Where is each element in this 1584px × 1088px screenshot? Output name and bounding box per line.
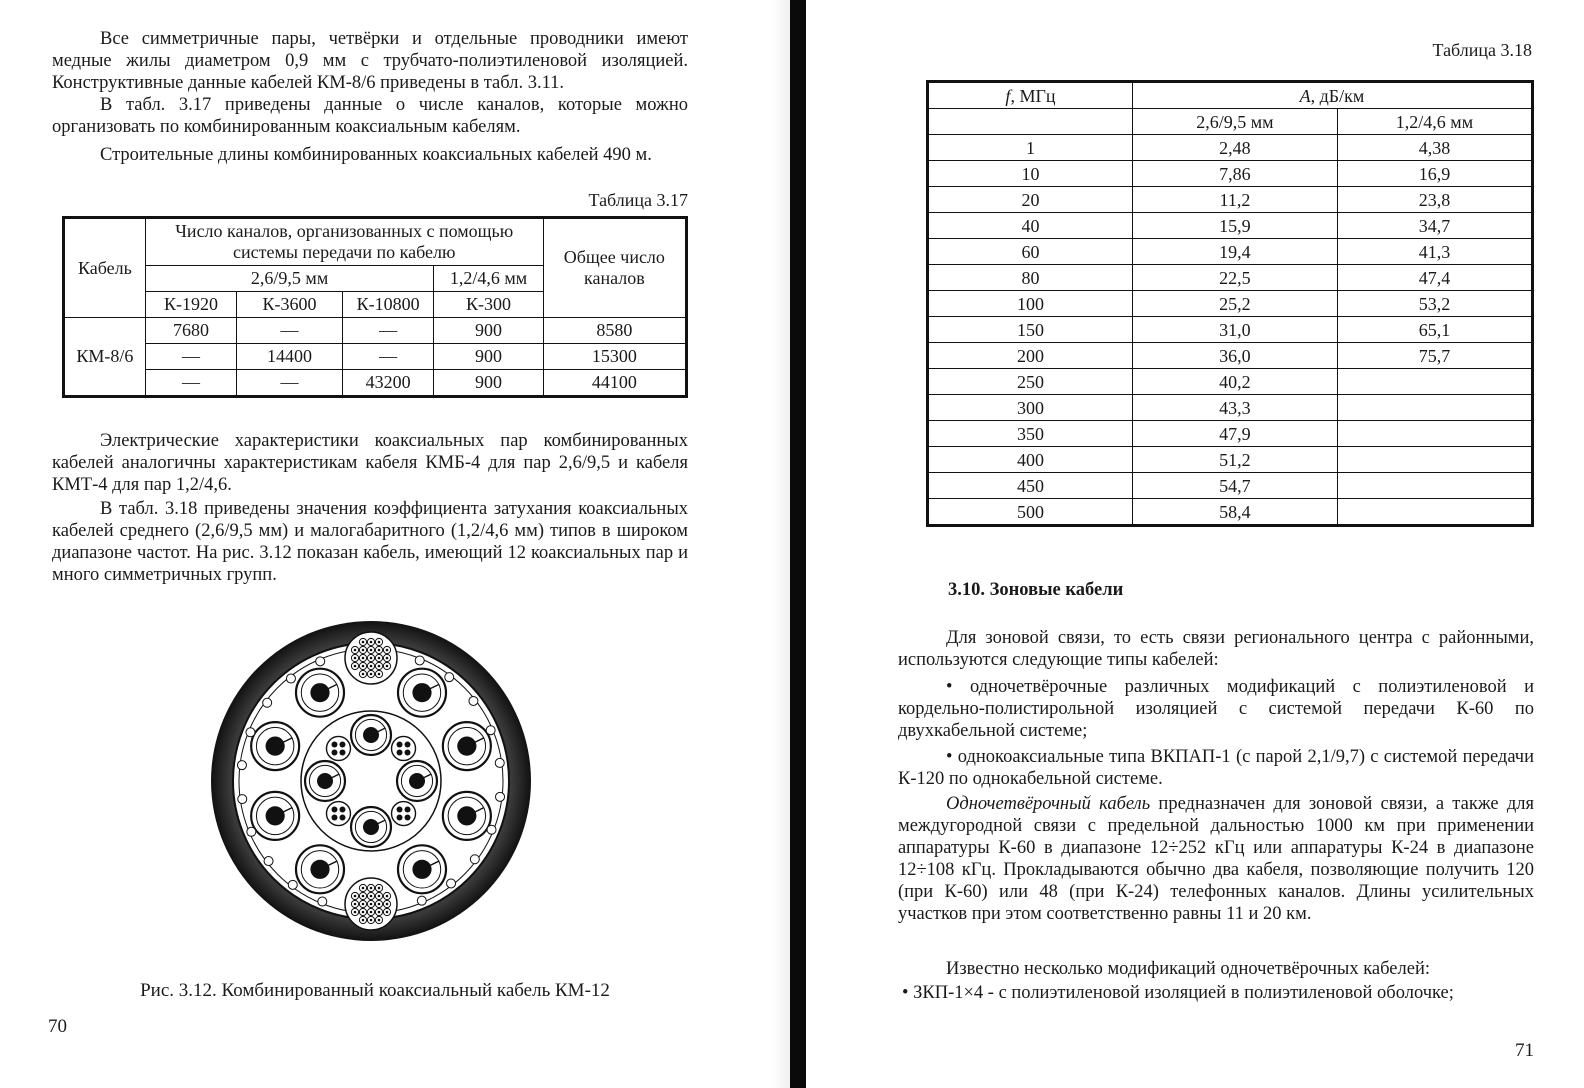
bundle-wire-core [370, 657, 373, 660]
table-cell: 44100 [543, 370, 686, 397]
table-cell: 40,2 [1132, 369, 1337, 395]
left-page [0, 0, 790, 1088]
quad-conductor [339, 749, 345, 755]
symmetric-quad [326, 736, 350, 760]
symmetric-quad [392, 736, 416, 760]
filler-conductor [263, 698, 272, 707]
table-cell: 65,1 [1337, 317, 1532, 343]
header-cable: Кабель [64, 218, 146, 318]
quad-conductor [339, 807, 345, 813]
table-cell: 900 [434, 318, 543, 344]
header-size-a: 2,6/9,5 мм [145, 266, 434, 292]
filler-conductor [445, 673, 454, 682]
right-page [808, 0, 1584, 1088]
table-317-caption: Таблица 3.17 [588, 190, 688, 210]
header-size-a: 2,6/9,5 мм [1132, 109, 1337, 135]
table-cell: 36,0 [1132, 343, 1337, 369]
coaxial-core [457, 737, 476, 756]
table-cell: 51,2 [1132, 447, 1337, 473]
table-cell: 41,3 [1337, 239, 1532, 265]
table-cell: 8580 [543, 318, 686, 344]
filler-conductor [246, 728, 255, 737]
bundle-wire-core [370, 887, 373, 890]
table-318-body [928, 135, 1533, 526]
bundle-wire-core [386, 649, 389, 652]
table-cell: 400 [928, 447, 1133, 473]
quad-conductor [397, 815, 403, 821]
header-system: К-300 [434, 292, 543, 318]
table-cell: 100 [928, 291, 1133, 317]
table-cell [1337, 447, 1532, 473]
paragraph-zonal-intro: Для зоновой связи, то есть связи регионального центра с районными, используются следующие типы кабелей: [898, 628, 1534, 670]
bundle-wire-core [378, 887, 381, 890]
bundle-wire-core [378, 641, 381, 644]
bundle-wire-core [370, 903, 373, 906]
filler-conductor [286, 674, 295, 683]
bundle-wire-core [362, 673, 365, 676]
table-cell: 60 [928, 239, 1133, 265]
table-cell: — [342, 344, 434, 370]
paragraph-table-318-intro: В табл. 3.18 приведены значения коэффициента затухания коаксиальных кабелей среднего (2,6/9,5 мм) и малогабаритного (1,2/4,6 мм) типов в широком диапазоне частот. На рис. 3.12 показан кабель, имеющий 12 коаксиальных пар и много симметричных групп. [52, 499, 688, 585]
table-cell: 40 [928, 213, 1133, 239]
quad-conductor [405, 749, 411, 755]
table-row [928, 499, 1533, 526]
bundle-wire-core [386, 895, 389, 898]
table-row [928, 447, 1533, 473]
bundle-wire-core [378, 649, 381, 652]
frequency-symbol: f [1005, 85, 1011, 106]
table-cell: 80 [928, 265, 1133, 291]
table-cell: 25,2 [1132, 291, 1337, 317]
table-row [928, 265, 1533, 291]
table-cell: 200 [928, 343, 1133, 369]
attenuation-unit: , дБ/км [1310, 85, 1365, 106]
table-cell: 15300 [543, 344, 686, 370]
quad-conductor [331, 749, 337, 755]
bundle-wire-core [354, 649, 357, 652]
header-size-b: 1,2/4,6 мм [1337, 109, 1532, 135]
table-row [64, 370, 687, 397]
bundle-wire-core [354, 657, 357, 660]
table-cell: 47,9 [1132, 421, 1337, 447]
bundle-wire-core [386, 657, 389, 660]
table-row [928, 239, 1533, 265]
table-cell: 75,7 [1337, 343, 1532, 369]
paragraph-single-quad-text: предназначен для зоновой связи, а также для междугородной связи с предельной дальностью 1000 км при применении аппаратуры К-60 в диапазоне 12÷252 кГц или аппаратуры К-24 в диапазоне 12÷108 кГц. Прокладываются обычно два кабеля, позволяющие получить 120 (при К-60) или 48 (при К-24) телефонных каналов. Длины усилительных участков при этом соответственно равны 11 и 20 км. [898, 794, 1534, 924]
header-frequency [928, 82, 1133, 109]
bundle-wire-core [378, 903, 381, 906]
quad-conductor [331, 815, 337, 821]
page-number-left: 70 [48, 1016, 67, 1037]
filler-conductor [237, 761, 246, 770]
table-cell: 58,4 [1132, 499, 1337, 526]
quad-conductor [331, 807, 337, 813]
quad-conductor [339, 815, 345, 821]
table-cell: 43200 [342, 370, 434, 397]
bundle-wire-core [362, 649, 365, 652]
bundle-wire-core [378, 911, 381, 914]
table-row [64, 318, 687, 344]
section-title: 3.10. Зоновые кабели [948, 580, 1124, 600]
filler-conductor [447, 879, 456, 888]
page-number-right: 71 [1515, 1040, 1534, 1061]
filler-conductor [318, 897, 327, 906]
bundle-wire-core [362, 665, 365, 668]
table-row [928, 161, 1533, 187]
table-cell: 4,38 [1337, 135, 1532, 161]
table-cell: 54,7 [1132, 473, 1337, 499]
table-cell: 11,2 [1132, 187, 1337, 213]
table-cell: 43,3 [1132, 395, 1337, 421]
table-cell: 900 [434, 370, 543, 397]
table-cell: 300 [928, 395, 1133, 421]
table-cell: 250 [928, 369, 1133, 395]
table-row [64, 344, 687, 370]
table-cell: — [237, 318, 342, 344]
bundle-wire-core [378, 665, 381, 668]
bundle-wire-core [378, 673, 381, 676]
bundle-wire-core [386, 665, 389, 668]
table-318-caption: Таблица 3.18 [1432, 40, 1532, 60]
bundle-wire-core [370, 665, 373, 668]
table-cell: 350 [928, 421, 1133, 447]
table-cell [1337, 473, 1532, 499]
coaxial-core [266, 737, 285, 756]
paragraph-modifications: Известно несколько модификаций одночетвёрочных кабелей: [946, 959, 1430, 979]
header-system: К-1920 [145, 292, 237, 318]
bundle-wire-core [362, 895, 365, 898]
bundle-wire-core [362, 641, 365, 644]
table-318 [926, 80, 1534, 527]
filler-conductor [264, 857, 273, 866]
bundle-wire-core [378, 657, 381, 660]
filler-conductor [238, 795, 247, 804]
filler-conductor [495, 758, 504, 767]
table-cell: 500 [928, 499, 1133, 526]
header-attenuation [1132, 82, 1532, 109]
frequency-unit: , МГц [1010, 85, 1056, 106]
table-row [928, 343, 1533, 369]
bundle-wire-core [370, 673, 373, 676]
table-row [928, 213, 1533, 239]
table-cell: 900 [434, 344, 543, 370]
table-317 [62, 216, 688, 398]
table-cell [1337, 395, 1532, 421]
filler-conductor [247, 827, 256, 836]
bundle-wire-core [370, 911, 373, 914]
bundle-wire-core [378, 919, 381, 922]
paragraph-table-317-intro: В табл. 3.17 приведены данные о числе каналов, которые можно организовать по комбинированным коаксиальным кабелям. [52, 95, 688, 137]
symmetric-quad [392, 802, 416, 826]
table-cell: 14400 [237, 344, 342, 370]
paragraph-conductors: Все симметричные пары, четвёрки и отдельные проводники имеют медные жилы диаметром 0,9 мм с трубчато-полиэтиленовой изоляцией. Конструктивные данные кабелей КМ-8/6 приведены в табл. 3.11. [52, 29, 688, 93]
table-cell: 15,9 [1132, 213, 1337, 239]
quad-conductor [397, 807, 403, 813]
table-cell: — [145, 370, 237, 397]
table-cell: — [342, 318, 434, 344]
filler-conductor [496, 792, 505, 801]
quad-conductor [331, 741, 337, 747]
bundle-wire-core [386, 911, 389, 914]
header-system: К-3600 [237, 292, 342, 318]
bundle-wire-core [362, 887, 365, 890]
table-cell: 53,2 [1337, 291, 1532, 317]
book-gutter [790, 0, 806, 1088]
bundle-wire-core [370, 649, 373, 652]
figure-caption: Рис. 3.12. Комбинированный коаксиальный кабель КМ-12 [140, 980, 610, 1001]
attenuation-symbol: A [1299, 85, 1311, 106]
bundle-wire-core [386, 903, 389, 906]
table-cell: 47,4 [1337, 265, 1532, 291]
paragraph-construction-lengths: Строительные длины комбинированных коаксиальных кабелей 490 м. [100, 145, 652, 165]
bundle-wire-core [354, 911, 357, 914]
table-row [928, 135, 1533, 161]
table-row [928, 395, 1533, 421]
header-total: Общее число каналов [543, 218, 686, 318]
quad-conductor [405, 807, 411, 813]
header-channels: Число каналов, организованных с помощью системы передачи по кабелю [145, 218, 543, 266]
table-cell: 22,5 [1132, 265, 1337, 291]
table-row [928, 317, 1533, 343]
bundle-wire-core [378, 895, 381, 898]
quad-conductor [339, 741, 345, 747]
bullet-single-coax: • однокоаксиальные типа ВКПАП-1 (с парой 2,1/9,7) с системой передачи К-120 по однокабельной системе. [898, 747, 1534, 789]
filler-conductor [470, 855, 479, 864]
table-cell: 20 [928, 187, 1133, 213]
term-single-quad: Одночетвёрочный кабель [946, 794, 1151, 814]
table-row [928, 421, 1533, 447]
table-cell: 1 [928, 135, 1133, 161]
header-size-b: 1,2/4,6 мм [434, 266, 543, 292]
filler-conductor [486, 726, 495, 735]
quad-conductor [405, 741, 411, 747]
table-cell: 450 [928, 473, 1133, 499]
quad-conductor [397, 749, 403, 755]
table-cell: 7,86 [1132, 161, 1337, 187]
bullet-single-quad: • одночетвёрочные различных модификаций с полиэтиленовой и кордельно-полистирольной изоляцией с системой передачи К-60 по двухкабельной системе; [898, 677, 1534, 741]
table-cell: 23,8 [1337, 187, 1532, 213]
table-cell: 34,7 [1337, 213, 1532, 239]
bundle-wire-core [370, 641, 373, 644]
bundle-wire-core [362, 903, 365, 906]
bundle-wire-core [362, 919, 365, 922]
table-cell: 31,0 [1132, 317, 1337, 343]
table-cell: 7680 [145, 318, 237, 344]
quad-conductor [397, 741, 403, 747]
table-row [928, 473, 1533, 499]
bundle-wire-core [370, 919, 373, 922]
table-row [928, 369, 1533, 395]
table-cell: 150 [928, 317, 1133, 343]
header-system: К-10800 [342, 292, 434, 318]
table-cell: — [237, 370, 342, 397]
bullet-zkp: • ЗКП-1×4 - с полиэтиленовой изоляцией в полиэтиленовой оболочке; [902, 983, 1454, 1003]
header-empty [928, 109, 1133, 135]
bundle-wire-core [362, 911, 365, 914]
table-cell: 10 [928, 161, 1133, 187]
filler-conductor [316, 657, 325, 666]
cable-name-cell: КМ-8/6 [64, 318, 146, 397]
table-cell [1337, 369, 1532, 395]
table-row [928, 291, 1533, 317]
filler-conductor [415, 656, 424, 665]
table-cell: 16,9 [1337, 161, 1532, 187]
filler-conductor [487, 825, 496, 834]
bundle-wire-core [362, 657, 365, 660]
filler-conductor [288, 880, 297, 889]
table-cell: — [145, 344, 237, 370]
table-cell: 2,48 [1132, 135, 1337, 161]
paragraph-single-quad-cable [898, 793, 1534, 925]
bundle-wire-core [354, 665, 357, 668]
filler-conductor [469, 696, 478, 705]
symmetric-quad [326, 802, 350, 826]
bundle-wire-core [370, 895, 373, 898]
table-cell [1337, 421, 1532, 447]
paragraph-electrical: Электрические характеристики коаксиальных пар комбинированных кабелей аналогичны характеристикам кабеля КМБ-4 для пар 2,6/9,5 и кабеля КМТ-4 для пар 1,2/4,6. [52, 431, 688, 495]
bundle-wire-core [354, 895, 357, 898]
table-cell [1337, 499, 1532, 526]
quad-conductor [405, 815, 411, 821]
cable-cross-section-figure [208, 618, 534, 944]
table-row [928, 187, 1533, 213]
filler-conductor [417, 896, 426, 905]
table-cell: 19,4 [1132, 239, 1337, 265]
cable-km12-drawing [208, 618, 534, 944]
bundle-wire-core [354, 903, 357, 906]
